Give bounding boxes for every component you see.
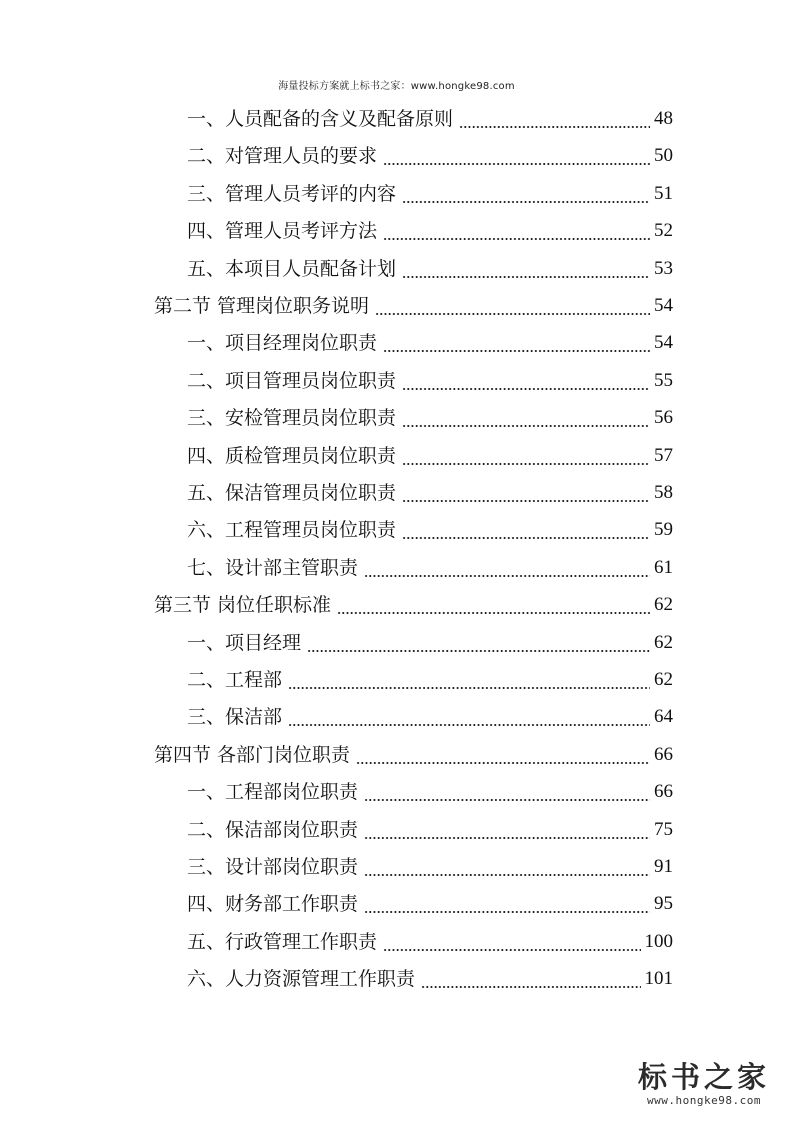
toc-page-number: 91: [654, 856, 673, 877]
toc-entry[interactable]: [187, 138, 673, 174]
toc-page-number: 66: [654, 743, 673, 765]
toc-leader-dots: [402, 438, 650, 474]
toc-page-number: 62: [654, 594, 673, 616]
toc-page-number: 100: [644, 930, 673, 952]
toc-page-number: 75: [654, 818, 673, 840]
toc-page-number: 48: [654, 108, 673, 129]
toc-leader-dots: [364, 774, 650, 810]
toc-page-number: 59: [654, 519, 673, 541]
toc-entry-label: 七、设计部主管职责: [187, 556, 359, 579]
toc-entry-label: 二、项目管理员岗位职责: [187, 369, 397, 392]
toc-entry-label: 五、保洁管理员岗位职责: [187, 482, 397, 504]
toc-leader-dots: [288, 662, 650, 698]
toc-entry-label: 四、管理人员考评方法: [187, 220, 378, 243]
toc-entry-label: 三、保洁部: [187, 706, 283, 729]
toc-entry-label: 第四节 各部门岗位职责: [154, 743, 351, 766]
toc-entry[interactable]: [187, 699, 673, 735]
toc-entry-label: 四、质检管理员岗位职责: [187, 444, 397, 467]
toc-page-number: 53: [654, 257, 673, 279]
toc-leader-dots: [383, 924, 640, 960]
toc-entry-label: 二、对管理人员的要求: [187, 145, 378, 168]
toc-leader-dots: [402, 176, 650, 212]
toc-entry-label: 一、人员配备的含义及配备原则: [187, 108, 454, 130]
toc-page-number: 52: [654, 220, 673, 242]
toc-entry-label: 一、项目经理: [187, 631, 302, 654]
toc-leader-dots: [383, 138, 650, 174]
toc-entry-label: 六、人力资源管理工作职责: [187, 968, 416, 991]
toc-page-number: 57: [654, 444, 673, 466]
toc-leader-dots: [402, 363, 650, 399]
toc-entry[interactable]: [187, 774, 673, 810]
toc-entry-label: 第三节 岗位任职标准: [154, 594, 332, 617]
toc-entry-label: 五、行政管理工作职责: [187, 930, 378, 953]
toc-leader-dots: [383, 325, 650, 361]
toc-leader-dots: [459, 101, 650, 137]
toc-page-number: 64: [654, 706, 673, 728]
toc-entry-label: 三、管理人员考评的内容: [187, 182, 397, 205]
toc-leader-dots: [364, 886, 650, 922]
toc-leader-dots: [307, 625, 650, 661]
toc-leader-dots: [337, 587, 650, 623]
toc-entry-label: 二、工程部: [187, 669, 283, 691]
toc-entry[interactable]: [187, 251, 673, 287]
brand-url: www.hongke98.com: [647, 1094, 761, 1107]
toc-entry-label: 一、工程部岗位职责: [187, 781, 359, 804]
toc-entry[interactable]: [187, 625, 673, 661]
toc-page-number: 51: [654, 182, 673, 204]
page-header: 海量投标方案就上标书之家：www.hongke98.com: [278, 81, 515, 92]
toc-leader-dots: [421, 961, 640, 997]
toc-entry[interactable]: [187, 812, 673, 848]
toc-entry[interactable]: [187, 886, 673, 922]
toc-entry-label: 三、安检管理员岗位职责: [187, 407, 397, 430]
toc-leader-dots: [375, 288, 650, 324]
toc-entry[interactable]: [187, 213, 673, 249]
toc-leader-dots: [364, 849, 650, 885]
toc-page-number: 61: [654, 556, 673, 578]
toc-leader-dots: [288, 699, 650, 735]
toc-entry-label: 六、工程管理员岗位职责: [187, 519, 397, 542]
toc-leader-dots: [402, 400, 650, 436]
brand-name: 标书之家: [637, 1060, 770, 1094]
toc-leader-dots: [402, 512, 650, 548]
toc-leader-dots: [383, 213, 650, 249]
toc-entry[interactable]: [187, 849, 673, 885]
toc-page-number: 101: [644, 968, 673, 990]
toc-entry-label: 三、设计部岗位职责: [187, 856, 359, 878]
toc-leader-dots: [364, 550, 650, 586]
brand-logo: [629, 1060, 779, 1108]
toc-entry[interactable]: [187, 662, 673, 698]
toc-entry[interactable]: [187, 400, 673, 436]
toc-entry[interactable]: [187, 475, 673, 511]
toc-leader-dots: [356, 737, 650, 773]
toc-page-number: 58: [654, 482, 673, 503]
toc-section-entry[interactable]: [154, 587, 673, 623]
toc-leader-dots: [402, 475, 650, 511]
toc-section-entry[interactable]: [154, 737, 673, 773]
toc-page-number: 66: [654, 781, 673, 803]
toc-entry[interactable]: [187, 924, 673, 960]
toc-entry[interactable]: [187, 363, 673, 399]
toc-entry[interactable]: [187, 961, 673, 997]
toc-entry[interactable]: [187, 325, 673, 361]
toc-entry-label: 第二节 管理岗位职务说明: [154, 295, 370, 317]
toc-page-number: 54: [654, 332, 673, 354]
toc-entry[interactable]: [187, 176, 673, 212]
toc-page-number: 62: [654, 669, 673, 690]
toc-entry-label: 四、财务部工作职责: [187, 893, 359, 916]
toc-entry[interactable]: [187, 438, 673, 474]
toc-entry-label: 二、保洁部岗位职责: [187, 818, 359, 841]
toc-section-entry[interactable]: [154, 288, 673, 324]
toc-page-number: 56: [654, 407, 673, 429]
toc-page-number: 62: [654, 631, 673, 653]
toc-entry[interactable]: [187, 512, 673, 548]
toc-page-number: 55: [654, 369, 673, 391]
toc-page-number: 54: [654, 295, 673, 316]
toc-entry-label: 一、项目经理岗位职责: [187, 332, 378, 355]
toc-leader-dots: [402, 251, 650, 287]
toc-entry-label: 五、本项目人员配备计划: [187, 257, 397, 280]
toc-entry[interactable]: [187, 550, 673, 586]
toc-entry[interactable]: [187, 101, 673, 137]
toc-leader-dots: [364, 812, 650, 848]
toc-page-number: 95: [654, 893, 673, 915]
toc-page-number: 50: [654, 145, 673, 167]
